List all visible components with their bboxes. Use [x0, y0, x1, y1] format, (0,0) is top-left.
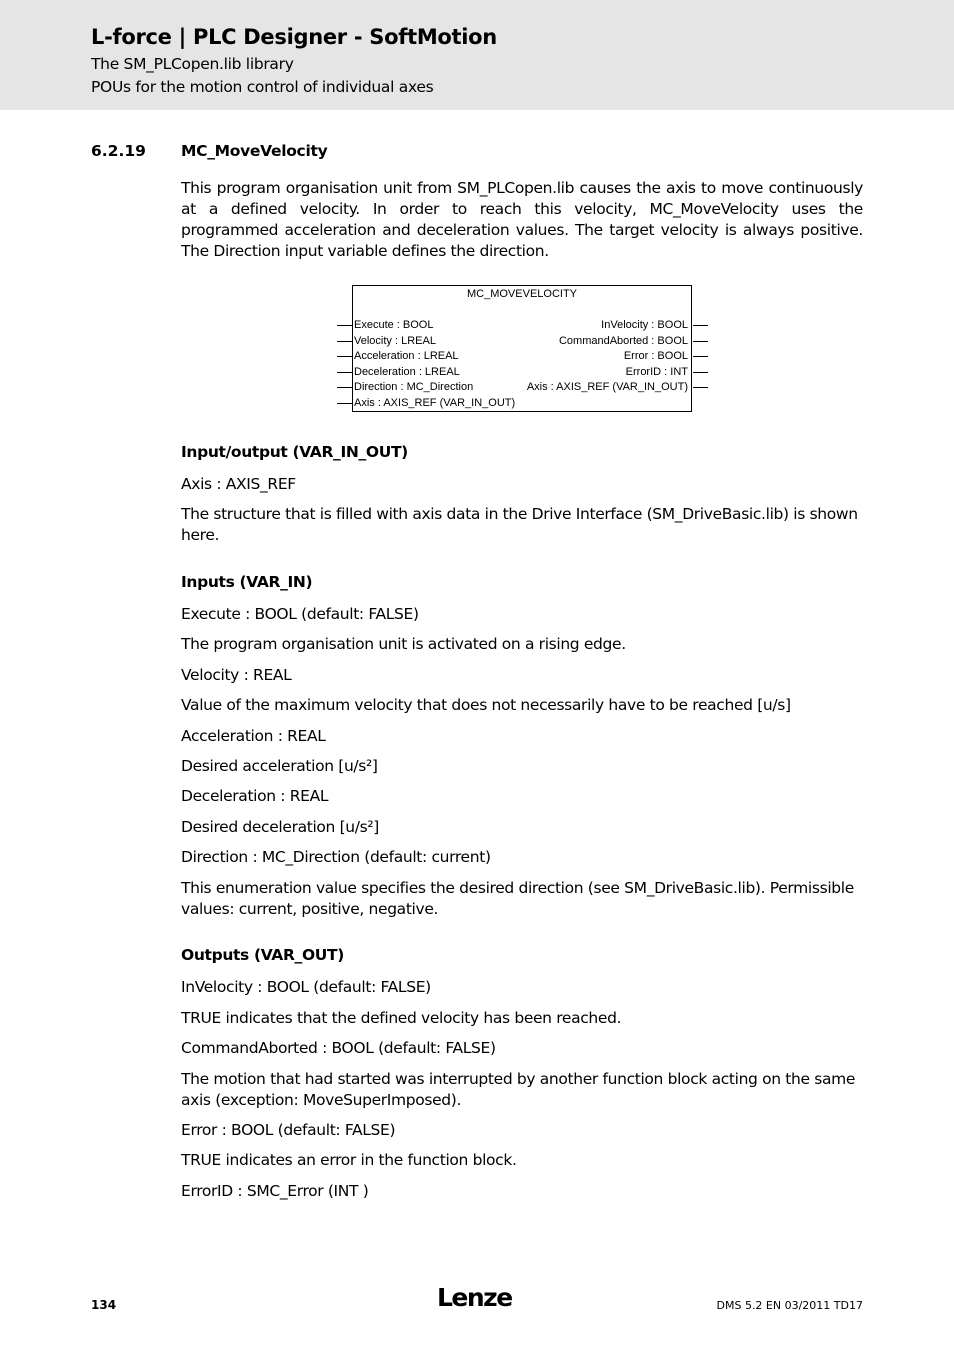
axis-description: The structure that is filled with axis data in the Drive Interface (SM_DriveBasic.lib) is shown here.: [181, 505, 858, 544]
fb-input-acceleration: Acceleration : LREAL: [354, 350, 459, 362]
lenze-logo: Lenze: [437, 1283, 512, 1312]
execute-declaration: Execute : BOOL (default: FALSE): [181, 605, 419, 623]
input-pin-line: [337, 372, 352, 373]
input-pin-line: [337, 341, 352, 342]
fb-input-deceleration: Deceleration : LREAL: [354, 366, 460, 378]
fb-input-execute: Execute : BOOL: [354, 319, 434, 331]
invelocity-description: TRUE indicates that the defined velocity has been reached.: [181, 1009, 622, 1027]
page-number: 134: [91, 1298, 117, 1312]
output-pin-line: [693, 387, 708, 388]
document-reference: DMS 5.2 EN 03/2011 TD17: [716, 1299, 863, 1312]
fb-output-axis: Axis : AXIS_REF (VAR_IN_OUT): [526, 381, 688, 393]
error-description: TRUE indicates an error in the function block.: [181, 1151, 517, 1169]
commandaborted-declaration: CommandAborted : BOOL (default: FALSE): [181, 1039, 496, 1057]
function-block-name: MC_MOVEVELOCITY: [466, 288, 578, 300]
fb-output-commandaborted: CommandAborted : BOOL: [558, 335, 688, 347]
acceleration-description: Desired acceleration [u/s²]: [181, 757, 378, 775]
execute-description: The program organisation unit is activated on a rising edge.: [181, 635, 626, 653]
direction-description: This enumeration value specifies the desired direction (see SM_DriveBasic.lib). Permissible values: current, positive, negative.: [181, 879, 854, 918]
invelocity-declaration: InVelocity : BOOL (default: FALSE): [181, 978, 431, 996]
velocity-declaration: Velocity : REAL: [181, 666, 292, 684]
inout-heading: Input/output (VAR_IN_OUT): [181, 443, 408, 461]
commandaborted-description: The motion that had started was interrupted by another function block acting on the same axis (exception: MoveSuperImposed).: [181, 1070, 856, 1109]
fb-output-error: Error : BOOL: [623, 350, 688, 362]
section-title: MC_MoveVelocity: [181, 142, 328, 160]
input-pin-line: [337, 356, 352, 357]
velocity-description: Value of the maximum velocity that does not necessarily have to be reached [u/s]: [181, 696, 791, 714]
header-subtitle-chapter: POUs for the motion control of individual axes: [91, 78, 434, 96]
error-declaration: Error : BOOL (default: FALSE): [181, 1121, 396, 1139]
header-subtitle-library: The SM_PLCopen.lib library: [91, 55, 294, 73]
page-header: [0, 0, 954, 110]
intro-paragraph: This program organisation unit from SM_PLCopen.lib causes the axis to move continuously at a defined velocity. In order to reach this velocity, MC_MoveVelocity uses the programmed acceleration and deceleration values. The target velocity is always positive. The Direction input variable defines the direction.: [181, 179, 863, 260]
deceleration-declaration: Deceleration : REAL: [181, 787, 329, 805]
axis-declaration: Axis : AXIS_REF: [181, 475, 296, 493]
output-pin-line: [693, 325, 708, 326]
input-pin-line: [337, 403, 352, 404]
input-pin-line: [337, 325, 352, 326]
fb-input-velocity: Velocity : LREAL: [354, 335, 436, 347]
output-pin-line: [693, 341, 708, 342]
output-pin-line: [693, 356, 708, 357]
input-pin-line: [337, 387, 352, 388]
fb-input-axis: Axis : AXIS_REF (VAR_IN_OUT): [354, 397, 516, 409]
output-pin-line: [693, 372, 708, 373]
inputs-heading: Inputs (VAR_IN): [181, 573, 313, 591]
fb-output-errorid: ErrorID : INT: [625, 366, 688, 378]
deceleration-description: Desired deceleration [u/s²]: [181, 818, 379, 836]
acceleration-declaration: Acceleration : REAL: [181, 727, 326, 745]
fb-output-invelocity: InVelocity : BOOL: [601, 319, 688, 331]
fb-input-direction: Direction : MC_Direction: [354, 381, 474, 393]
outputs-heading: Outputs (VAR_OUT): [181, 946, 344, 964]
direction-declaration: Direction : MC_Direction (default: current): [181, 848, 491, 866]
section-number: 6.2.19: [91, 142, 146, 160]
header-title: L-force | PLC Designer - SoftMotion: [91, 25, 497, 49]
errorid-declaration: ErrorID : SMC_Error (INT ): [181, 1182, 369, 1200]
